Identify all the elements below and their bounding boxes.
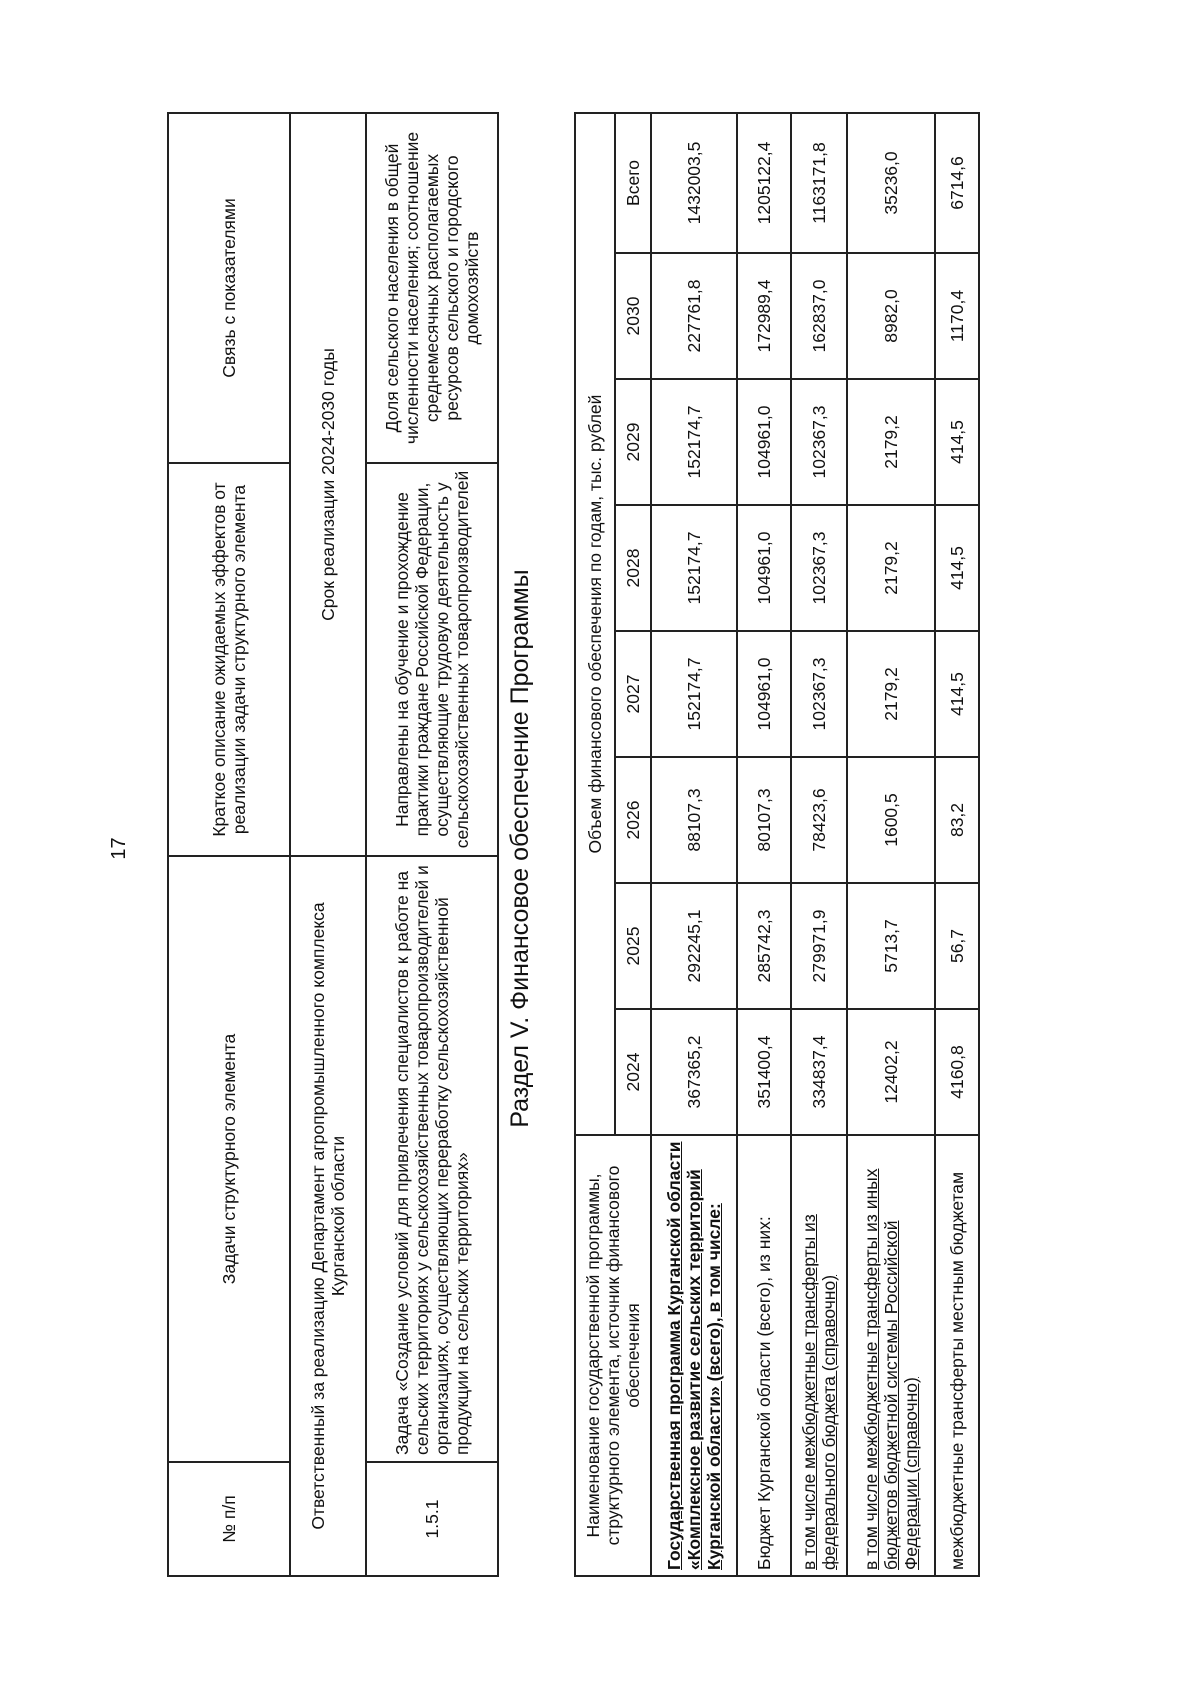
structural-element-tasks-table	[167, 112, 499, 1577]
year-2024: 2024	[615, 1009, 651, 1135]
cell-value: 152174,7	[651, 379, 737, 505]
cell-value: 102367,3	[791, 379, 847, 505]
cell-value: 2179,2	[847, 379, 935, 505]
cell-value: 367365,2	[651, 1009, 737, 1135]
cell-value: 104961,0	[737, 379, 791, 505]
cell-value: 1163171,8	[791, 113, 847, 253]
responsible-cell: Ответственный за реализацию Департамент агропромышленного комплекса Курганской области	[290, 856, 366, 1576]
cell-value: 285742,3	[737, 883, 791, 1009]
table-row	[847, 113, 935, 1576]
cell-value: 104961,0	[737, 631, 791, 757]
cell-value: 104961,0	[737, 505, 791, 631]
row-name: Государственная программа Курганской области «Комплексное развитие сельских территорий Курганской области» (всего), в том числе:	[651, 1135, 737, 1576]
tasks-table-header-row	[168, 113, 290, 1576]
cell-value: 78423,6	[791, 757, 847, 883]
task-indicators: Доля сельского населения в общей численности населения; соотношение среднемесячных располагаемых ресурсов сельского и городского домохозяйств	[366, 113, 498, 463]
task-row	[366, 113, 498, 1576]
year-2027: 2027	[615, 631, 651, 757]
table-row	[651, 113, 737, 1576]
cell-value: 12402,2	[847, 1009, 935, 1135]
cell-value: 2179,2	[847, 505, 935, 631]
cell-value: 1600,5	[847, 757, 935, 883]
year-2030: 2030	[615, 253, 651, 379]
row-name: в том числе межбюджетные трансферты из иных бюджетов бюджетной системы Российской Федерации (справочно)	[847, 1135, 935, 1576]
table-row	[737, 113, 791, 1576]
finance-table	[574, 112, 980, 1577]
cell-value: 227761,8	[651, 253, 737, 379]
page-number: 17	[108, 837, 130, 860]
cell-value: 88107,3	[651, 757, 737, 883]
finance-name-header: Наименование государственной программы, структурного элемента, источник финансового обеспечения	[575, 1135, 651, 1576]
table-row	[935, 113, 979, 1576]
year-2025: 2025	[615, 883, 651, 1009]
row-name: межбюджетные трансферты местным бюджетам	[935, 1135, 979, 1576]
cell-value: 414,5	[935, 379, 979, 505]
cell-value: 56,7	[935, 883, 979, 1009]
section-heading: Раздел V. Финансовое обеспечение Программы	[506, 569, 534, 1128]
header-task: Задачи структурного элемента	[168, 856, 290, 1462]
table-row	[791, 113, 847, 1576]
cell-value: 172989,4	[737, 253, 791, 379]
year-total: Всего	[615, 113, 651, 253]
task-effects: Направлены на обучение и прохождение практики граждане Российской Федерации, осуществляющие трудовую деятельность у сельскохозяйственных товаропроизводителей	[366, 463, 498, 856]
header-effects: Краткое описание ожидаемых эффектов от реализации задачи структурного элемента	[168, 463, 290, 856]
cell-value: 279971,9	[791, 883, 847, 1009]
cell-value: 2179,2	[847, 631, 935, 757]
finance-group-header: Объем финансового обеспечения по годам, тыс. рублей	[575, 113, 615, 1135]
cell-value: 35236,0	[847, 113, 935, 253]
responsible-row	[290, 113, 366, 1576]
cell-value: 351400,4	[737, 1009, 791, 1135]
cell-value: 5713,7	[847, 883, 935, 1009]
cell-value: 152174,7	[651, 505, 737, 631]
cell-value: 1205122,4	[737, 113, 791, 253]
task-num: 1.5.1	[366, 1462, 498, 1576]
cell-value: 162837,0	[791, 253, 847, 379]
cell-value: 414,5	[935, 631, 979, 757]
cell-value: 152174,7	[651, 631, 737, 757]
row-name: в том числе межбюджетные трансферты из федерального бюджета (справочно)	[791, 1135, 847, 1576]
cell-value: 102367,3	[791, 505, 847, 631]
cell-value: 1432003,5	[651, 113, 737, 253]
year-2028: 2028	[615, 505, 651, 631]
year-2029: 2029	[615, 379, 651, 505]
task-description: Задача «Создание условий для привлечения специалистов к работе на сельских территориях у сельскохозяйственных товаропроизводителей и организациях, осуществляющих переработку сельскохозяйственной продукции на сельских территориях»	[366, 856, 498, 1462]
cell-value: 334837,4	[791, 1009, 847, 1135]
row-name: Бюджет Курганской области (всего), из них:	[737, 1135, 791, 1576]
cell-value: 1170,4	[935, 253, 979, 379]
cell-value: 414,5	[935, 505, 979, 631]
cell-value: 8982,0	[847, 253, 935, 379]
period-cell: Срок реализации 2024-2030 годы	[290, 113, 366, 856]
cell-value: 83,2	[935, 757, 979, 883]
finance-header-row-1	[575, 113, 615, 1576]
header-num: № п/п	[168, 1462, 290, 1576]
cell-value: 80107,3	[737, 757, 791, 883]
cell-value: 6714,6	[935, 113, 979, 253]
cell-value: 102367,3	[791, 631, 847, 757]
header-link: Связь с показателями	[168, 113, 290, 463]
year-2026: 2026	[615, 757, 651, 883]
cell-value: 292245,1	[651, 883, 737, 1009]
cell-value: 4160,8	[935, 1009, 979, 1135]
